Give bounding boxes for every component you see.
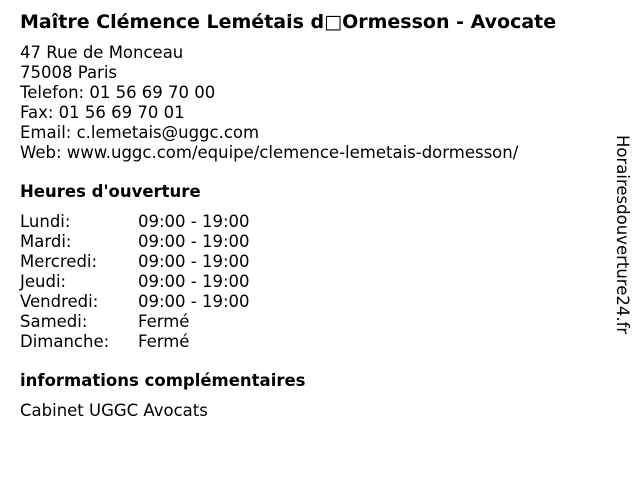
city-address: 75008 Paris <box>20 63 118 82</box>
time-value: Fermé <box>138 312 190 331</box>
page-title: Maître Clémence Lemétais d□Ormesson - Avocate <box>20 11 557 33</box>
day-label: Samedi: <box>20 312 88 331</box>
hours-row-mardi <box>20 232 600 252</box>
fax-number: Fax: 01 56 69 70 01 <box>20 103 185 122</box>
site-watermark: Horairesdouverture24.fr <box>613 135 632 335</box>
hours-row-jeudi <box>20 272 600 292</box>
extra-info-heading: informations complémentaires <box>20 371 306 390</box>
hours-heading: Heures d'ouverture <box>20 182 201 201</box>
day-label: Jeudi: <box>20 272 67 291</box>
extra-info-text: Cabinet UGGC Avocats <box>20 401 208 420</box>
street-address: 47 Rue de Monceau <box>20 43 184 62</box>
website-url: Web: www.uggc.com/equipe/clemence-lemetais-dormesson/ <box>20 143 519 162</box>
time-value: 09:00 - 19:00 <box>138 212 250 231</box>
hours-row-vendredi <box>20 292 600 312</box>
day-label: Lundi: <box>20 212 71 231</box>
hours-row-samedi <box>20 312 600 332</box>
address-block <box>20 43 600 163</box>
phone-number: Telefon: 01 56 69 70 00 <box>20 83 216 102</box>
day-label: Dimanche: <box>20 332 110 351</box>
time-value: 09:00 - 19:00 <box>138 272 250 291</box>
day-label: Mardi: <box>20 232 72 251</box>
day-label: Mercredi: <box>20 252 98 271</box>
hours-row-lundi <box>20 212 600 232</box>
day-label: Vendredi: <box>20 292 99 311</box>
time-value: 09:00 - 19:00 <box>138 252 250 271</box>
hours-row-mercredi <box>20 252 600 272</box>
hours-row-dimanche <box>20 332 600 352</box>
hours-table <box>20 212 600 352</box>
email-address: Email: c.lemetais@uggc.com <box>20 123 260 142</box>
time-value: Fermé <box>138 332 190 351</box>
business-card <box>20 10 600 421</box>
time-value: 09:00 - 19:00 <box>138 232 250 251</box>
time-value: 09:00 - 19:00 <box>138 292 250 311</box>
